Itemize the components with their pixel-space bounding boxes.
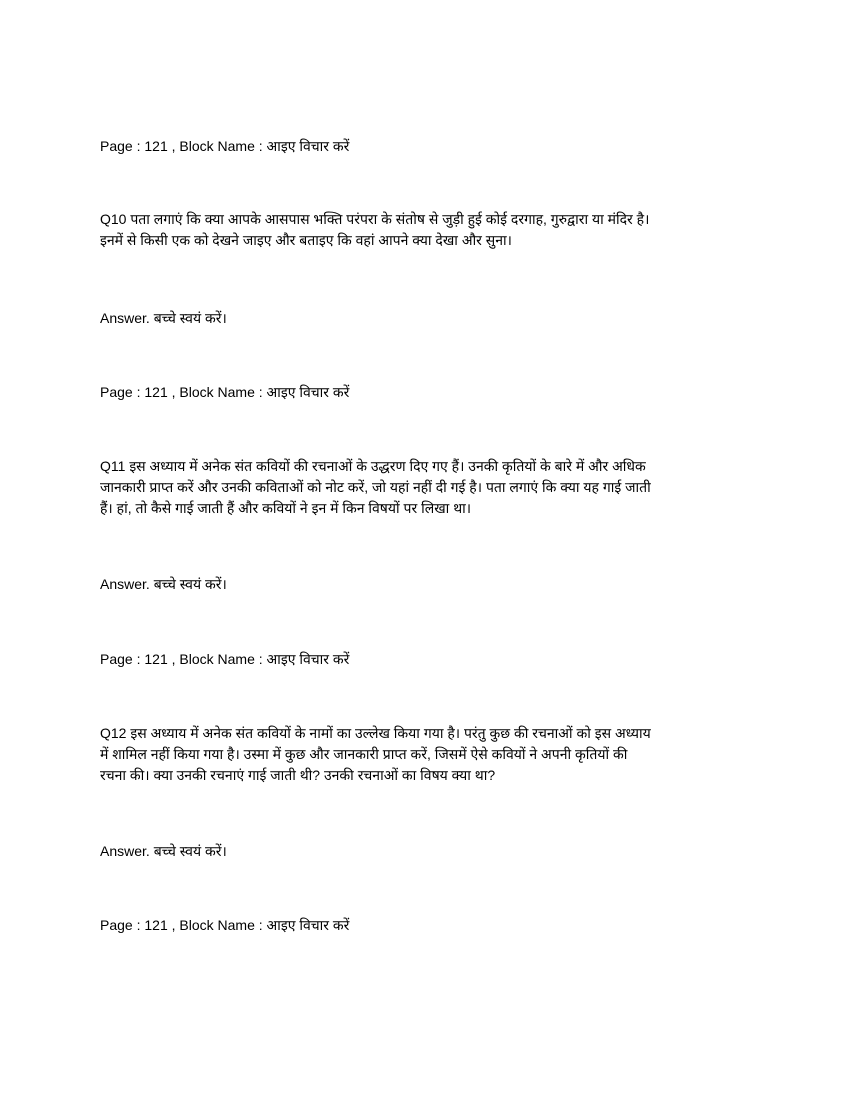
question-q12 [100, 723, 760, 786]
question-q10 [100, 209, 760, 251]
question-q11 [100, 456, 760, 519]
answer-q11: Answer. बच्चे स्वयं करें। [100, 576, 227, 592]
page-reference-2: Page : 121 , Block Name : आइए विचार करें [100, 384, 350, 400]
page-reference-3: Page : 121 , Block Name : आइए विचार करें [100, 651, 350, 667]
question-line: Q10 पता लगाएं कि क्या आपके आसपास भक्ति परंपरा के संतोष से जुड़ी हुई कोई दरगाह, गुरुद्वारा या मंदिर है। [100, 211, 650, 227]
page-reference-4: Page : 121 , Block Name : आइए विचार करें [100, 917, 350, 933]
question-line: Q12 इस अध्याय में अनेक संत कवियों के नामों का उल्लेख किया गया है। परंतु कुछ की रचनाओं को इस अध्याय [100, 725, 651, 741]
answer-q10: Answer. बच्चे स्वयं करें। [100, 310, 227, 326]
question-line: Q11 इस अध्याय में अनेक संत कवियों की रचनाओं के उद्धरण दिए गए हैं। उनकी कृतियों के बारे में और अधिक [100, 458, 646, 474]
page-reference-1: Page : 121 , Block Name : आइए विचार करें [100, 138, 350, 154]
question-line: रचना की। क्या उनकी रचनाएं गाई जाती थी? उनकी रचनाओं का विषय क्या था? [100, 767, 496, 783]
question-line: में शामिल नहीं किया गया है। उस्मा में कुछ और जानकारी प्राप्त करें, जिसमें ऐसे कवियों ने अपनी कृतियों की [100, 746, 628, 762]
question-line: जानकारी प्राप्त करें और उनकी कविताओं को नोट करें, जो यहां नहीं दी गई है। पता लगाएं कि क्या यह गाई जाती [100, 479, 651, 495]
question-line: हैं। हां, तो कैसे गाई जाती हैं और कवियों ने इन में किन विषयों पर लिखा था। [100, 500, 472, 516]
question-line: इनमें से किसी एक को देखने जाइए और बताइए कि वहां आपने क्या देखा और सुना। [100, 232, 512, 248]
answer-q12: Answer. बच्चे स्वयं करें। [100, 843, 227, 859]
